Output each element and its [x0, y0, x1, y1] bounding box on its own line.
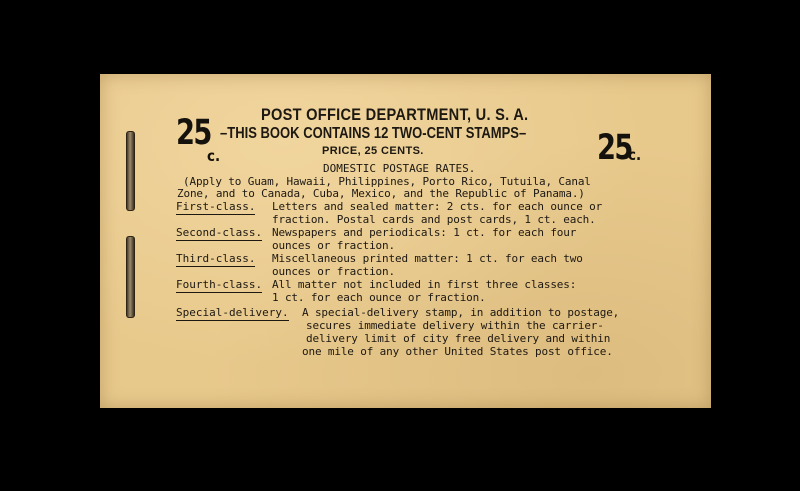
price-left: 25 — [176, 113, 211, 153]
rate-line: ounces or fraction. — [272, 239, 395, 252]
rate-description — [272, 252, 583, 278]
rate-label: Fourth-class. — [176, 278, 263, 291]
booklet-title: POST OFFICE DEPARTMENT, U. S. A. — [261, 105, 529, 124]
rate-label: Third-class. — [176, 252, 256, 265]
rate-line: ounces or fraction. — [272, 265, 395, 278]
rate-line: secures immediate delivery within the carrier- — [306, 319, 604, 332]
rate-line: All matter not included in first three classes: — [272, 278, 577, 291]
rate-line: fraction. Postal cards and post cards, 1 ct. each. — [272, 213, 596, 226]
rate-label: Second-class. — [176, 226, 263, 239]
price-line: PRICE, 25 CENTS. — [322, 145, 424, 157]
rate-label: First-class. — [176, 200, 256, 213]
rate-line: Miscellaneous printed matter: 1 ct. for each two — [272, 252, 583, 265]
rate-line: Newspapers and periodicals: 1 ct. for each four — [272, 226, 577, 239]
staple-bottom — [126, 236, 135, 318]
apply-note-line-2: Zone, and to Canada, Cuba, Mexico, and the Republic of Panama.) — [177, 187, 585, 200]
rate-description — [302, 306, 619, 358]
rate-line: delivery limit of city free delivery and within — [306, 332, 611, 345]
rate-description — [272, 200, 602, 226]
staple-top — [126, 131, 135, 211]
rate-label: Special-delivery. — [176, 306, 289, 319]
rate-description — [272, 278, 576, 304]
price-right: 25 — [597, 128, 632, 168]
rate-line: one mile of any other United States post office. — [302, 345, 613, 358]
price-unit-left: c. — [207, 147, 221, 165]
rate-line: 1 ct. for each ounce or fraction. — [272, 291, 486, 304]
price-unit-right: c. — [628, 146, 642, 164]
booklet-subtitle: –THIS BOOK CONTAINS 12 TWO-CENT STAMPS– — [220, 125, 527, 142]
rate-line: Letters and sealed matter: 2 cts. for each ounce or — [272, 200, 603, 213]
rate-line: A special-delivery stamp, in addition to postage, — [302, 306, 620, 319]
rate-description — [272, 226, 576, 252]
apply-note-line-1: (Apply to Guam, Hawaii, Philippines, Porto Rico, Tutuila, Canal — [183, 175, 591, 188]
rates-heading: DOMESTIC POSTAGE RATES. — [323, 162, 476, 175]
